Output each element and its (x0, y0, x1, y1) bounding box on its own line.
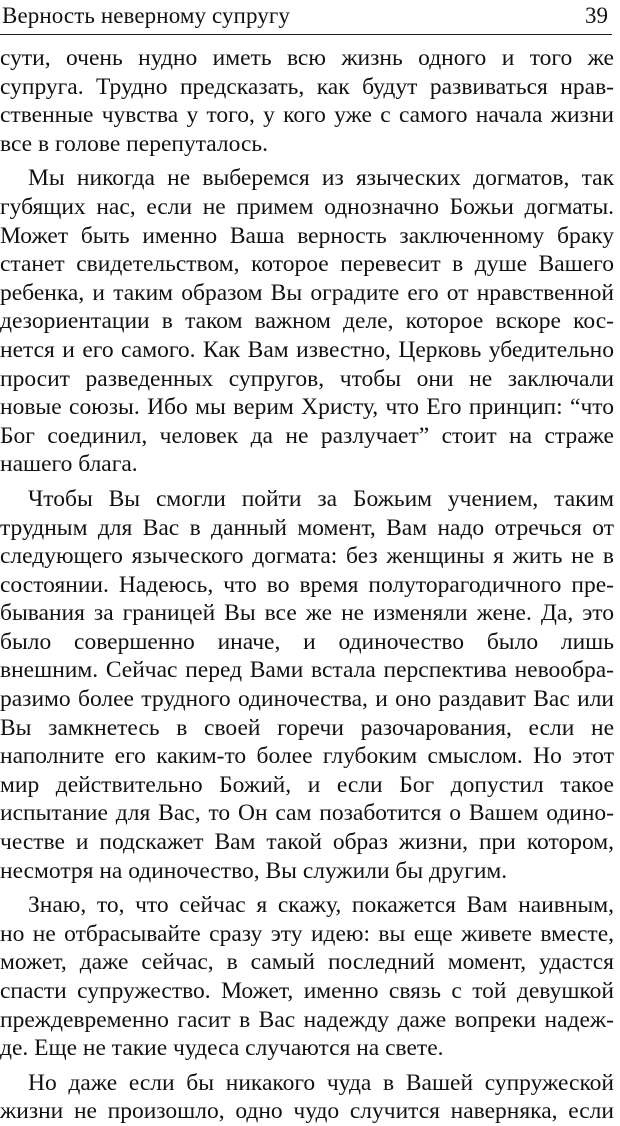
text-line: Но даже если бы никакого чуда в Вашей супружеской (28, 1069, 614, 1096)
text-line: ребенка, и таким образом Вы оградите его от нравственной (0, 279, 614, 306)
text-line: сути, очень нудно иметь всю жизнь одного и того же (0, 45, 614, 71)
text-line: жизни не произошло, одно чудо случится наверняка, если (0, 1098, 614, 1125)
text-line: честве и подскажет Вам такой образ жизни, при котором, (0, 829, 614, 856)
text-line: ственные чувства у того, у кого уже с самого начала жизни (0, 102, 614, 129)
paragraph (0, 44, 614, 158)
page-number: 39 (585, 3, 608, 28)
text-line: просит разведенных супругов, чтобы они не заключали (0, 365, 614, 392)
running-title: Верность неверному супругу (2, 3, 290, 28)
body-text (0, 44, 614, 1126)
text-line: было совершенно иначе, и одиночество было лишь (0, 628, 614, 655)
text-line: следующего языческого догмата: без женщины я жить не в (0, 543, 614, 570)
text-line: испытание для Вас, то Он сам позаботится о Вашем одино- (0, 800, 614, 827)
text-line: Вы замкнетесь в своей горечи разочарования, если не (0, 714, 614, 741)
paragraph (0, 891, 614, 1063)
text-line: разимо более трудного одиночества, и оно раздавит Вас или (0, 686, 614, 713)
text-line: супруга. Трудно предсказать, как будут развиваться нрав- (0, 73, 614, 100)
text-line: Чтобы Вы смогли пойти за Божьим учением, таким (28, 485, 614, 512)
text-line: губящих нас, если не примем однозначно Божьи догматы. (0, 193, 614, 220)
text-line: мир действительно Божий, и если Бог допустил такое (0, 771, 614, 798)
text-line: Мы никогда не выберемся из языческих догматов, так (28, 165, 614, 192)
text-line: бывания за границей Вы все же не изменяли жене. Да, это (0, 600, 614, 627)
text-line: состоянии. Надеюсь, что во время полуторагодичного пре- (0, 571, 614, 598)
page-header (0, 0, 612, 35)
text-line: Знаю, то, что сейчас я скажу, покажется Вам наивным, (28, 892, 614, 919)
text-line: спасти супружество. Может, именно связь с той девушкой (0, 978, 614, 1004)
text-line: может, даже сейчас, в самый последний момент, удастся (0, 949, 614, 976)
text-line: Может быть именно Ваша верность заключенному браку (0, 222, 614, 249)
text-line: наполните его каким-то более глубоким смыслом. Но этот (0, 743, 614, 770)
paragraph (0, 485, 614, 885)
text-line: но не отбрасывайте сразу эту идею: вы еще живете вместе, (0, 920, 614, 947)
text-line: де. Еще не такие чудеса случаются на свете. (0, 1035, 444, 1062)
paragraph (0, 1069, 614, 1126)
text-line: дезориентации в таком важном деле, которое вскоре кос- (0, 308, 614, 335)
text-line: внешним. Сейчас перед Вами встала перспектива невообра- (0, 657, 614, 684)
text-line: несмотря на одиночество, Вы служили бы другим. (0, 857, 508, 884)
text-line: нашего блага. (0, 451, 138, 478)
text-line: преждевременно гасит в Вас надежду даже вопреки надеж- (0, 1006, 614, 1033)
text-line: новые союзы. Ибо мы верим Христу, что Его принцип: “что (0, 394, 614, 421)
paragraph (0, 164, 614, 479)
text-line: все в голове перепуталось. (0, 130, 268, 157)
text-line: нется и его самого. Как Вам известно, Церковь убедительно (0, 336, 614, 363)
text-line: трудным для Вас в данный момент, Вам надо отречься от (0, 514, 614, 541)
text-line: станет свидетельством, которое перевесит в душе Вашего (0, 251, 614, 278)
text-line: Бог соединил, человек да не разлучает” стоит на страже (0, 422, 614, 449)
